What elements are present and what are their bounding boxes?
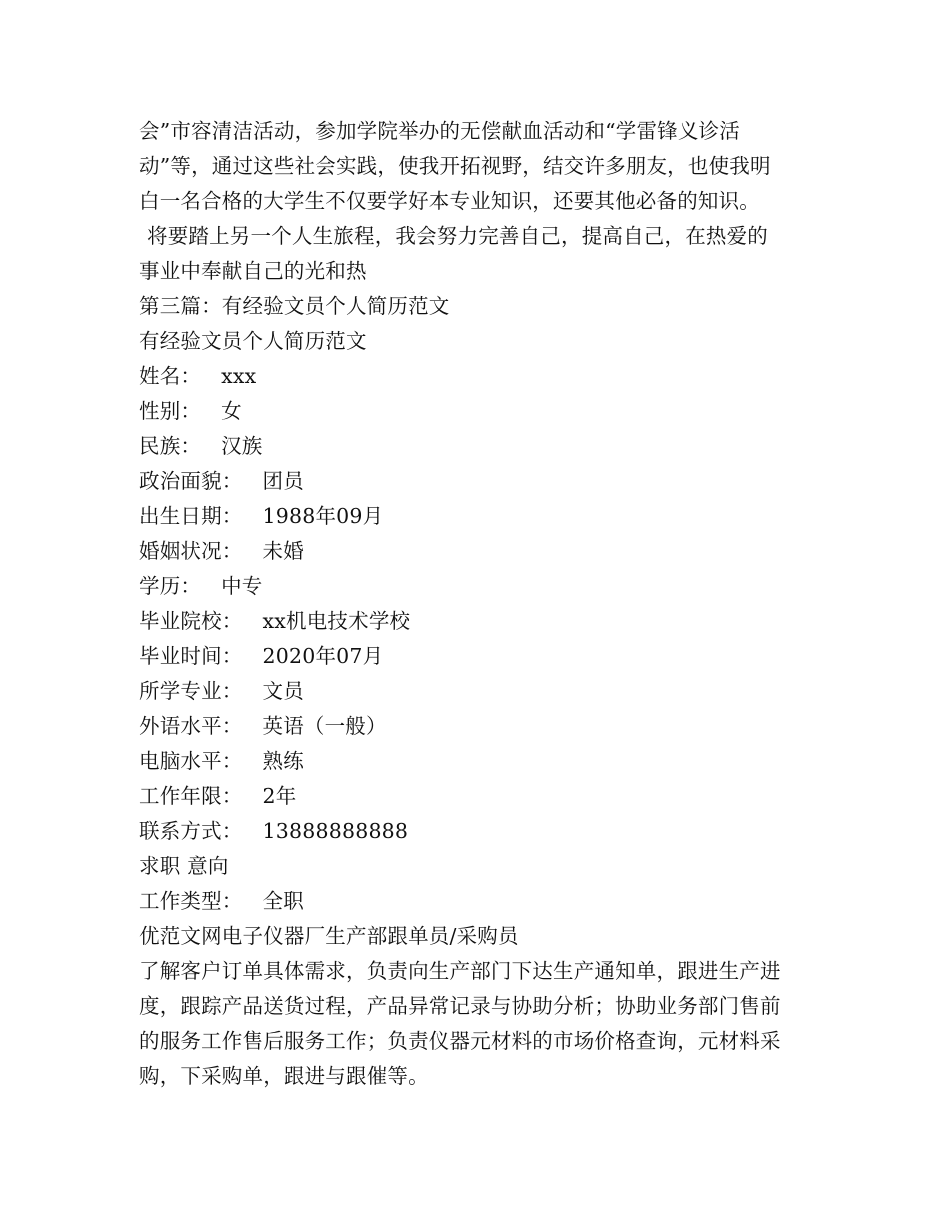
resume-title: 有经验文员个人简历范文	[139, 329, 367, 353]
field-value: 2年	[262, 784, 297, 808]
field-label: 工作类型：	[139, 889, 243, 913]
field-political-status	[139, 464, 815, 499]
description-line: 了解客户订单具体需求，负责向生产部门下达生产通知单，跟进生产进	[139, 959, 781, 983]
field-value: xxx	[221, 364, 257, 388]
field-work-years	[139, 779, 815, 814]
field-major	[139, 674, 815, 709]
description-line: 的服务工作售后服务工作；负责仪器元材料的市场价格查询，元材料采	[139, 1029, 781, 1053]
field-value: 汉族	[221, 434, 263, 458]
field-value: 团员	[262, 469, 304, 493]
field-value: 13888888888	[262, 819, 409, 843]
field-contact	[139, 814, 815, 849]
field-label: 出生日期：	[139, 504, 243, 528]
field-value: 熟练	[262, 749, 304, 773]
intent-heading: 求职 意向	[139, 854, 229, 878]
field-birth-date	[139, 499, 815, 534]
field-label: 毕业院校：	[139, 609, 243, 633]
description-line: 度，跟踪产品送货过程，产品异常记录与协助分析；协助业务部门售前	[139, 994, 781, 1018]
intro-line: 会”市容清洁活动，参加学院举办的无偿献血活动和“学雷锋义诊活	[139, 119, 740, 143]
field-value: 2020年07月	[262, 644, 384, 668]
intro-line: 将要踏上另一个人生旅程，我会努力完善自己，提高自己，在热爱的	[147, 224, 768, 248]
field-label: 学历：	[139, 574, 202, 598]
field-value: 文员	[262, 679, 304, 703]
field-marital-status	[139, 534, 815, 569]
job-title: 优范文网电子仪器厂生产部跟单员/采购员	[139, 924, 519, 948]
field-label: 所学专业：	[139, 679, 243, 703]
field-label: 性别：	[139, 399, 202, 423]
field-label: 联系方式：	[139, 819, 243, 843]
field-value: 全职	[262, 889, 304, 913]
field-value: 未婚	[262, 539, 304, 563]
field-job-type	[139, 884, 815, 919]
field-education	[139, 569, 815, 604]
intro-line: 事业中奉献自己的光和热	[139, 259, 367, 283]
field-computer-level	[139, 744, 815, 779]
field-label: 工作年限：	[139, 784, 243, 808]
document-body	[139, 114, 815, 1094]
field-gender	[139, 394, 815, 429]
field-value: 女	[221, 399, 242, 423]
field-label: 政治面貌：	[139, 469, 243, 493]
field-graduation-date	[139, 639, 815, 674]
intro-line: 白一名合格的大学生不仅要学好本专业知识，还要其他必备的知识。	[139, 189, 760, 213]
field-label: 民族：	[139, 434, 202, 458]
field-value: xx机电技术学校	[262, 609, 411, 633]
field-ethnicity	[139, 429, 815, 464]
field-language-level	[139, 709, 815, 744]
description-line: 购，下采购单，跟进与跟催等。	[139, 1064, 429, 1088]
chapter-title: 第三篇：有经验文员个人简历范文	[139, 294, 450, 318]
field-label: 姓名：	[139, 364, 202, 388]
field-school	[139, 604, 815, 639]
field-name	[139, 359, 815, 394]
field-label: 婚姻状况：	[139, 539, 243, 563]
field-label: 毕业时间：	[139, 644, 243, 668]
field-label: 电脑水平：	[139, 749, 243, 773]
intro-line: 动”等，通过这些社会实践，使我开拓视野，结交许多朋友，也使我明	[139, 154, 771, 178]
field-value: 英语（一般）	[262, 714, 387, 738]
field-label: 外语水平：	[139, 714, 243, 738]
field-value: 中专	[221, 574, 263, 598]
field-value: 1988年09月	[262, 504, 384, 528]
